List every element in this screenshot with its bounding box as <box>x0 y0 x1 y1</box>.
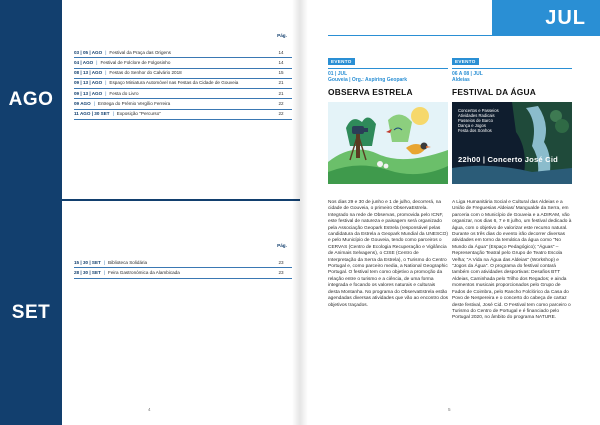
event-page-ref: 22 <box>278 111 284 117</box>
event-page-ref: 14 <box>278 59 284 65</box>
event-description-festival-da-agua: A Liga Humanitária Social e Cultural das Aldeias e a União de Freguesias Aldeias/ Mangualde da Serra, em parceria com o Município de Gouveia e a ADIRAM, vão organizar, nos dias 6, 7 e 8 julho, um festival dedicado à água, com o objetivo de valorizar este recurso natural. Durante os três dias do evento irão decorrer diversas atividades em torno da temática da água como "No Mundo da Água" (Espaço Pedagógico); "Águas" – Representação Teatral pelo Grupo de Teatro Escola Velha; "A Vida na Água das Aldeias" (Workshop) e "Jogos da Água". O programa do festival contará também com atividades desportivas: Desafios BTT Aldeias, Caminhada pelo Trilho dos Regados; e ainda momentos musicais proporcionados pelo Grupo de Fados de Coimbra, pelo Rancho Folclórico da Casa do Povo de Nespereira e o concerto do cabeça de cartaz deste festival, José Cid. O Festival tem como parceiro o Turismo do Centro de Portugal e é financiado pelo Portugal 2020, no âmbito do programa NATURE. <box>452 200 572 321</box>
event-page-ref: 22 <box>278 100 284 106</box>
event-date: 15 | 30 | SET <box>74 259 101 265</box>
ago-event-row <box>74 58 292 68</box>
month-band-ago <box>0 0 62 200</box>
page-number-right: 5 <box>448 407 451 412</box>
separator: | <box>96 59 98 65</box>
page-column-header-set: Pág. <box>277 243 287 248</box>
event-date: 03 | 05 | AGO <box>74 49 103 55</box>
event-title: Entrega do Prémio Vergílio Ferreira <box>97 100 171 106</box>
event-page-ref: 21 <box>278 90 284 96</box>
event-title: FESTIVAL DA ÁGUA <box>452 87 537 97</box>
page-column-header-ago: Pág. <box>277 33 287 38</box>
header-rule <box>328 35 492 36</box>
separator: | <box>105 90 107 96</box>
poster-line: Festa dos Sonhos <box>458 128 492 133</box>
event-meta <box>328 71 448 83</box>
event-date: 11 AGO | 30 SET <box>74 111 110 117</box>
event-title: Espaço Miniatura Automóvel nas Festas da Cidade de Gouveia <box>109 80 239 86</box>
event-title: Exposição "Percurso" <box>116 111 161 117</box>
event-meta <box>452 71 572 83</box>
event-page-ref: 15 <box>278 70 284 76</box>
event-title: OBSERVA ESTRELA <box>328 87 413 97</box>
event-description-observa-estrela: Nos dias 29 e 30 de junho e 1 de julho, decorrerá, na cidade de Gouveia, o primeiro ObservaEstrela. Integrado na rede de Observas, promovida pelo ICNF, este festival de natureza e paisagem será organizado pela Associação Geopark Estrela (responsável pelas candidatura da Estrela a Geopark Mundial da UNESCO) e pelo Município de Gouveia, tendo como parceiros o CERVAS (Centro de Ecologia Recuperação e Vigilância de Animais Selvagens), o CISE (Centro de Interpretação da Serra da Estrela), o Turismo do Centro Portugal e, como parceiro media, a National Geographic Portugal. O festival tem como objetivo a promoção da relação entre o turismo e a ciência, de uma forma integrada e focando os valores naturais e culturais desta Montanha. No programa do ObservaEstrela estão agendadas diversas atividades que vão ao encontro dos objetivos traçados. <box>328 200 449 308</box>
separator: | <box>103 259 106 265</box>
event-page-ref: 14 <box>278 49 284 55</box>
right-page <box>300 0 600 425</box>
separator: | <box>105 70 107 76</box>
event-date: 08 | 13 | AGO <box>74 70 103 76</box>
event-title: Festival de Folclore de Folgosinho <box>100 59 171 65</box>
event-date: 28 | 30 | SET <box>74 269 101 275</box>
poster-line: Dança e Jogos <box>458 123 486 128</box>
illustration-birdwatching-icon <box>328 102 448 184</box>
event-title: Biblioteca Solidária <box>108 259 148 265</box>
tag-rule <box>328 68 448 69</box>
month-label-set: SET <box>11 301 51 323</box>
event-location: Gouveia | Org.: Aspiring Geopark <box>328 77 408 83</box>
ago-event-row <box>74 69 292 79</box>
separator: | <box>112 111 114 117</box>
event-date: 01 | JUL <box>328 71 348 77</box>
ago-event-row <box>74 89 292 99</box>
ago-event-row <box>74 110 292 120</box>
poster-line: Atividades Radicais <box>458 113 495 118</box>
event-title: Festival da Praça das Origens <box>109 49 171 55</box>
month-label-jul: JUL <box>545 6 586 29</box>
month-tab-jul <box>492 0 600 36</box>
poster-caption: 22h00 | Concerto José Cid <box>458 155 558 164</box>
poster-waterfall-icon <box>452 102 572 184</box>
ago-event-row <box>74 48 292 58</box>
set-event-list <box>74 258 292 279</box>
event-title: Festas do Senhor do Calvário 2018 <box>109 70 182 76</box>
ago-event-list <box>74 48 292 120</box>
page-number-left: 4 <box>148 407 151 412</box>
event-tag: EVENTO <box>452 58 479 65</box>
event-tag: EVENTO <box>328 58 355 65</box>
event-title: Feira Gastronómica da Alambicada <box>108 269 180 275</box>
event-date: 06 A 08 | JUL <box>452 71 483 77</box>
event-card-festival-da-agua <box>452 50 572 184</box>
event-page-ref: 23 <box>278 269 284 275</box>
separator: | <box>105 80 107 86</box>
event-date: 09 AGO <box>74 100 91 106</box>
section-divider <box>0 199 300 201</box>
separator: | <box>105 49 107 55</box>
ago-event-row <box>74 79 292 89</box>
event-date: 09 | 13 | AGO <box>74 90 103 96</box>
separator: | <box>103 269 106 275</box>
event-date: 09 | 13 | AGO <box>74 80 103 86</box>
set-event-row <box>74 258 292 268</box>
event-location: Aldeias <box>452 77 470 83</box>
set-event-row <box>74 268 292 278</box>
poster-line: Passeios de Barco <box>458 118 493 123</box>
ago-event-row <box>74 99 292 109</box>
poster-text-block <box>458 108 499 133</box>
event-card-observa-estrela <box>328 50 448 184</box>
month-band-set <box>0 200 62 425</box>
event-title: Festa do Livro <box>109 90 139 96</box>
event-date: 04 | AGO <box>74 59 94 65</box>
poster-line: Concertos e Passeios <box>458 108 499 113</box>
event-page-ref: 23 <box>278 259 284 265</box>
tag-rule <box>452 68 572 69</box>
separator: | <box>93 100 95 106</box>
month-label-ago: AGO <box>8 89 54 110</box>
event-page-ref: 21 <box>278 80 284 86</box>
